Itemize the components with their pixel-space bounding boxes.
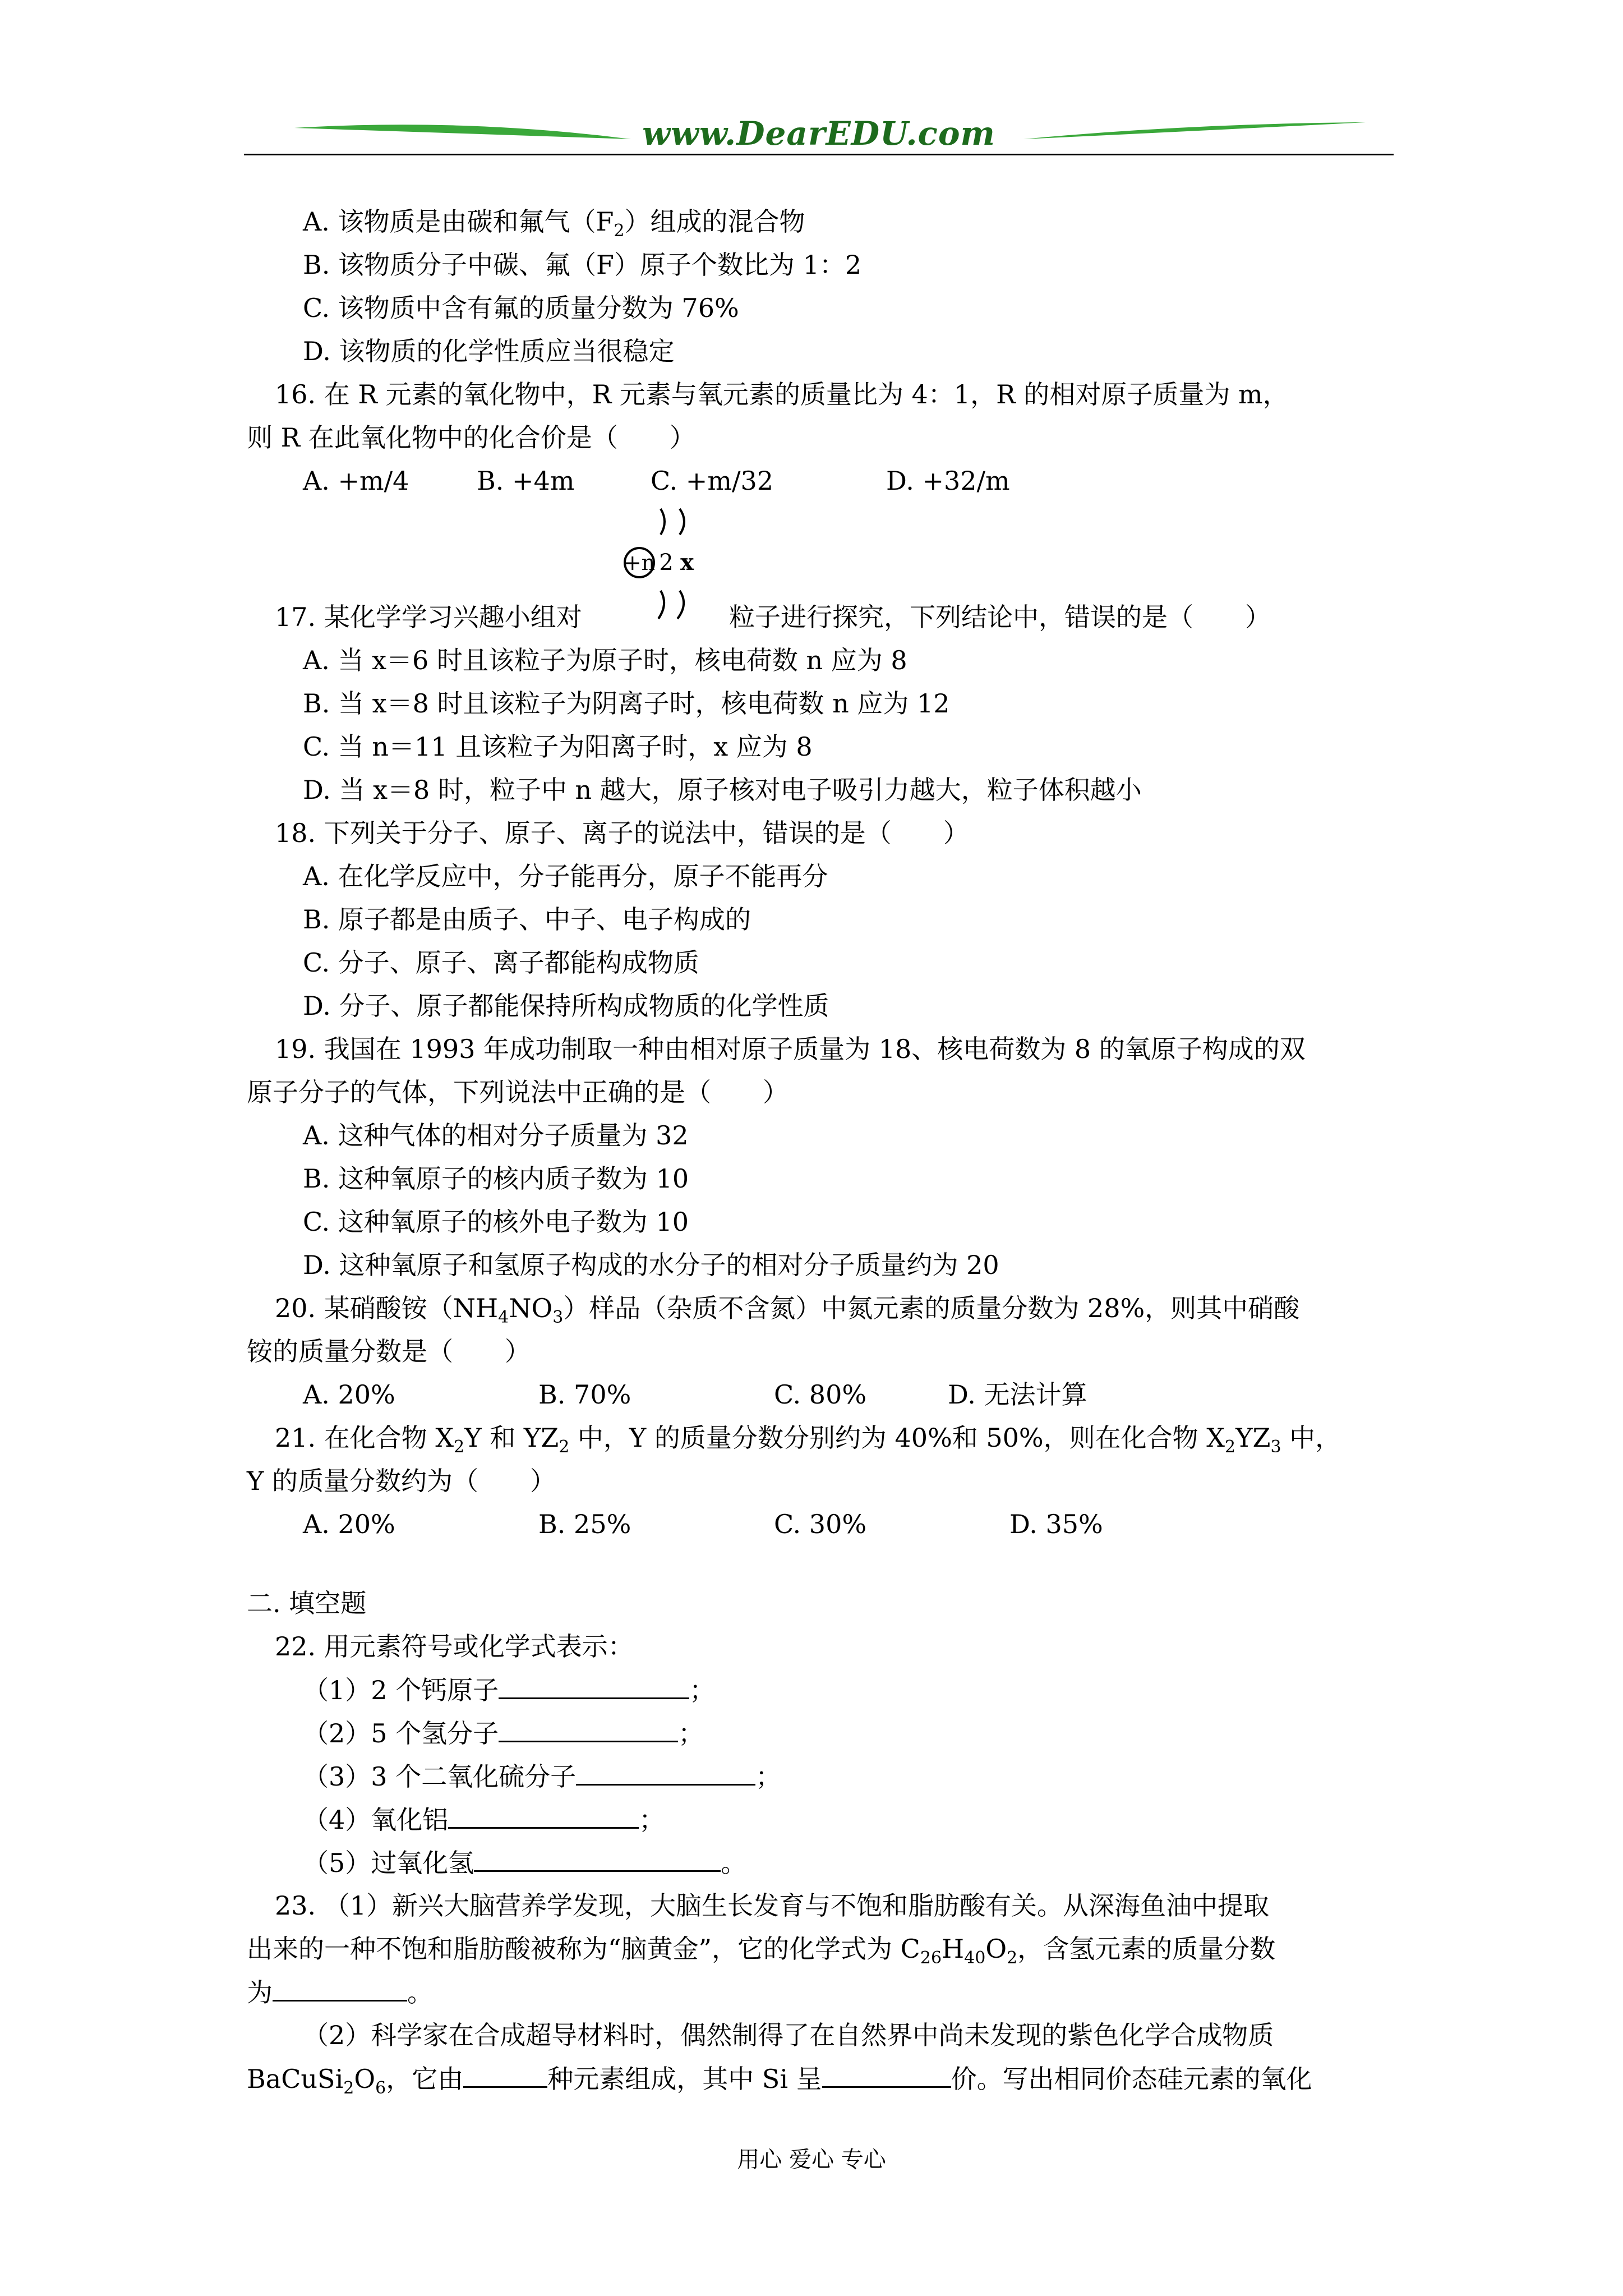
q22-item-4: （4）氧化铝 ； <box>303 1802 665 1837</box>
q23-p2-line2: $BaCuSi_2O_6$，它由 种元素组成，其中 Si 呈 价。写出相同价态硅元素的氧化 <box>247 2062 1312 2096</box>
q17-option-a: A. 当 x＝6 时且该粒子为原子时，核电荷数 n 应为 8 <box>303 645 907 675</box>
q23-p1-line3: 为 。 <box>247 1975 433 2009</box>
q17-stem-part1: 17. 某化学学习兴趣小组对 <box>275 602 582 632</box>
q16-option-d: D. +32/m <box>886 466 1010 496</box>
page-header <box>244 107 1394 163</box>
atom-shell1-label: 2 <box>659 550 674 576</box>
q20-option-c: C. 80% <box>774 1379 867 1410</box>
answer-blank[interactable] <box>463 2062 547 2088</box>
answer-blank[interactable] <box>499 1716 678 1742</box>
answer-blank[interactable] <box>474 1846 721 1872</box>
q17-stem-part2: 粒子进行探究，下列结论中，错误的是（ ） <box>729 602 1271 632</box>
q15-option-d: D. 该物质的化学性质应当很稳定 <box>303 336 675 366</box>
q22-item-1: （1）2 个钙原子 ； <box>303 1673 715 1707</box>
q15-option-b: B. 该物质分子中碳、氟（F）原子个数比为 1：2 <box>303 250 862 280</box>
q16-stem-line1: 16. 在 R 元素的氧化物中，R 元素与氧元素的质量比为 4：1，R 的相对原子质量为 m， <box>275 379 1289 409</box>
q16-option-a: A. +m/4 <box>303 466 409 496</box>
q19-option-a: A. 这种气体的相对分子质量为 32 <box>303 1120 689 1151</box>
page-footer: 用心 爱心 专心 <box>737 2147 886 2173</box>
q22-item-3: （3）3 个二氧化硫分子 ； <box>303 1759 781 1793</box>
q20-stem-line2: 铵的质量分数是（ ） <box>247 1336 531 1366</box>
q20-stem-line1: 20. 某硝酸铵$(NH_4NO_3)$样品（杂质不含氮）中氮元素的质量分数为 28%，则其中硝酸 <box>275 1293 1300 1327</box>
q20-options <box>303 1378 1087 1411</box>
right-swoosh-decoration <box>1023 107 1366 151</box>
q16-option-b: B. +4m <box>477 466 575 496</box>
answer-blank[interactable] <box>273 1975 407 2001</box>
q15-option-c: C. 该物质中含有氟的质量分数为 76% <box>303 293 739 323</box>
answer-blank[interactable] <box>448 1802 639 1829</box>
q19-stem-line2: 原子分子的气体，下列说法中正确的是（ ） <box>247 1077 789 1107</box>
header-rule <box>244 154 1394 155</box>
q19-option-d: D. 这种氧原子和氢原子构成的水分子的相对分子质量约为 20 <box>303 1250 999 1280</box>
answer-blank[interactable] <box>822 2062 951 2088</box>
left-swoosh-decoration <box>294 107 631 151</box>
q22-item-2: （2）5 个氢分子 ； <box>303 1716 704 1750</box>
q21-option-d: D. 35% <box>1009 1509 1103 1539</box>
q21-option-b: B. 25% <box>538 1509 631 1539</box>
q22-item-5: （5）过氧化氢 。 <box>303 1846 746 1880</box>
q16-stem-line2: 则 R 在此氧化物中的化合价是（ ） <box>247 422 695 453</box>
answer-blank[interactable] <box>576 1759 755 1786</box>
section-fill-in-title: 二. 填空题 <box>247 1588 367 1618</box>
q23-p1-line2: 出来的一种不饱和脂肪酸被称为“脑黄金”，它的化学式为 $C_{26}H_{40}O_2$，含氢元素的质量分数 <box>247 1934 1276 1968</box>
q21-options <box>303 1507 1103 1541</box>
q17-option-b: B. 当 x＝8 时且该粒子为阴离子时，核电荷数 n 应为 12 <box>303 688 950 719</box>
q21-stem-line1: 21. 在化合物 $X_2Y$ 和 $YZ_2$ 中，Y 的质量分数分别约为 40%和 50%，则在化合物 $X_2YZ_3$ 中， <box>275 1423 1341 1457</box>
atom-shell2-label: x <box>680 549 694 576</box>
q19-stem-line1: 19. 我国在 1993 年成功制取一种由相对原子质量为 18、核电荷数为 8 的氧原子构成的双 <box>275 1034 1306 1064</box>
q23-p1-line1: 23. （1）新兴大脑营养学发现，大脑生长发育与不饱和脂肪酸有关。从深海鱼油中提取 <box>275 1890 1270 1921</box>
q18-stem: 18. 下列关于分子、原子、离子的说法中，错误的是（ ） <box>275 818 969 848</box>
q20-option-d: D. 无法计算 <box>948 1379 1087 1410</box>
q15-option-a: A. 该物质是由碳和氟气$(F_2)$组成的混合物 <box>303 206 805 241</box>
q18-option-d: D. 分子、原子都能保持所构成物质的化学性质 <box>303 991 829 1021</box>
q22-stem: 22. 用元素符号或化学式表示： <box>275 1631 634 1662</box>
q18-option-b: B. 原子都是由质子、中子、电子构成的 <box>303 904 751 935</box>
answer-blank[interactable] <box>499 1673 689 1699</box>
atom-structure-diagram <box>617 502 707 625</box>
q23-p2-line1: （2）科学家在合成超导材料时，偶然制得了在自然界中尚未发现的紫色化学合成物质 <box>303 2020 1274 2050</box>
atom-nucleus-label: +n <box>623 550 656 575</box>
q18-option-c: C. 分子、原子、离子都能构成物质 <box>303 947 699 978</box>
q16-option-c: C. +m/32 <box>651 466 773 496</box>
q19-option-b: B. 这种氧原子的核内质子数为 10 <box>303 1163 689 1194</box>
site-logo-text: www.DearEDU.com <box>642 114 995 153</box>
q17-option-d: D. 当 x＝8 时，粒子中 n 越大，原子核对电子吸引力越大，粒子体积越小 <box>303 775 1142 805</box>
q20-option-b: B. 70% <box>538 1379 631 1410</box>
q16-options <box>303 464 1010 498</box>
q21-stem-line2: Y 的质量分数约为（ ） <box>247 1466 556 1496</box>
q18-option-a: A. 在化学反应中，分子能再分，原子不能再分 <box>303 861 828 891</box>
q21-option-a: A. 20% <box>303 1509 395 1539</box>
q20-option-a: A. 20% <box>303 1379 395 1410</box>
q17-option-c: C. 当 n＝11 且该粒子为阳离子时，x 应为 8 <box>303 731 813 762</box>
q21-option-c: C. 30% <box>774 1509 867 1539</box>
q19-option-c: C. 这种氧原子的核外电子数为 10 <box>303 1207 689 1237</box>
